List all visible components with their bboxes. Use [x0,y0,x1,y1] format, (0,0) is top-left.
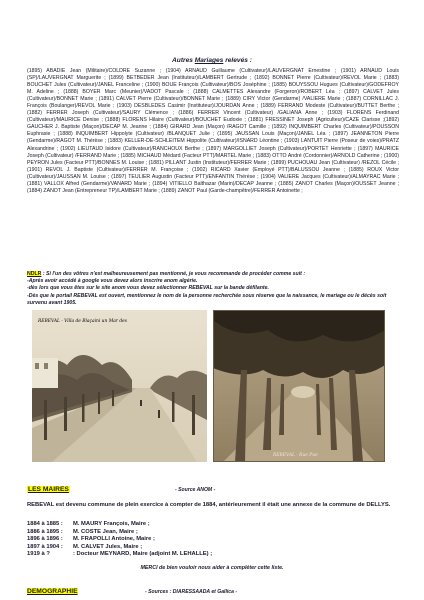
ndlr-step: -Après avoir accédé à google vous devez alors inscrire anom algérie. [27,278,198,285]
ndlr-step: -Dès que le portail REBEVAL est ouvert, mentionnez le nom de la personne recherchée sous réserve que la naissance, le mariage ou le décès soit survenu avant 1905. [27,292,387,306]
mayor-row: 1886 à 1895 : M. COSTE Jean, Maire ; [27,528,138,535]
mayor-row: 1884 à 1885 : M. MAURY François, Maire ; [27,521,150,527]
postcard-photo-avenue [32,310,207,462]
photo-caption: REBEVAL - Rue Pue [273,453,318,458]
photo-caption: REBEVAL - Villa de Blaçaini un Mar des [38,319,127,324]
rebeval-intro: REBEVAL est devenu commune de plein exercice à compter de 1884, antérieurement il était une annexe de la commune de DELLYS. [27,502,391,508]
demographie-heading: DEMOGRAPHIE [27,588,78,595]
ndlr-step: -dès lors que vous êtes sur le site anom vous devez sélectionner REBEVAL sur la bande défilante. [27,285,269,292]
mayor-row: 1919 à ? : Docteur MEYNARD, Maire (adjoint M. LEHALLE) ; [27,551,213,558]
ndlr-label: NDLR [27,271,42,277]
marriages-title: Autres Mariages relevés : [172,57,252,64]
demographie-source: - Sources : DIARESSAADA et Gallica - [145,589,238,595]
mayor-row: 1897 à 1904 : M. CALVET Jules, Maire ; [27,543,143,550]
mayor-row: 1896 à 1896 : M. FRAPOLLI Antoine, Maire ; [27,536,155,543]
ndlr-note [27,271,399,307]
thanks-line: MERCI de bien vouloir nous aider à compléter cette liste. [140,565,284,571]
marriages-list: (1895) ABADIE Jean (Militaire)/COLDRE Suzanne ; (1904) ARNAUD Guillaume (Cultivateur)/LAUVERGNAT Ernestine ; (1901) ARNAUD Louis (SP)/LAUVERGNAT Marguerite ; (1899) BETBEDER Jean (Instituteur)/LAMBERT Gertrude ; (1892) BONNET Pierre (Cultivateur)/REVOL Marie ; (1883) BOUCHET Jules (Cultivateur)/JANEL Franceline ; (1900) BOUE François (Cultivateur)/BOS Joséphine ; (1885) BOUYSSOU Hugues (Cultivateur)/GODEFROY M. Adeline ; (1888) BOYER Marc (Meunier)/VADOT Pascale ; (1888) CALMETTES Alexandre (Forgeron)/ROBERT Léa ; (1897) CALVET Jules (Cultivateur)/BONNET Marie ; (1891) CALVET Pierre (Cultivateur)/BONNET Marie ; (1889) CIRY Victor (Gendarme) /VALIERE Marie ; (1887) CORNILLAC J. François (Boulanger)/REVOL Marie ; (1903) DESBLEDES Casimir (Instituteur)/JOURDAN Anne ; (1889) FERRAND Modeste (Cultivateur)/BUTTET Berthe ; (1882) FERRER Joseph (Cultivateur)/SAURY Clémence ; (1886) FERRER Vincent (Cultivateur) /GALIANA Anne ; (1903) FLORENS Ferdinand (Cultivateur)/MAURICE Denise ; (1888) FLORENS Hilaire (Cultivateur)/BOUCHET Eudoxie ; (1881) FRESSINET Joseph (Agriculteur)/CAZE Clarisse ;(1892) GAUCHER J. Baptiste (Maçon)/DECAP M. Jeanne ; (1884) GIRARD Jean (Maçon) /RAGOT Camille ; (1892) INQUIMBERT Charles (Cultivateur)/POUSSON Euphrasie ; (1888) INQUIMBERT Hippolyte (Cultivateur) /BLANQUET Julie ; (1895) JAUSSAN Louis (Maçon)/JANEL Léa ; (1897) JEANNETON Pierre (Gendarme)/RAGOT M. Thérèse ; (1883) KELLER-DE-SCHLEITEM Hippolite (Cultivateur)/ISNARD Léontine ; (1903) LANTUIT Pierre (Poseur de voies)/PRATZ Alexandrine ; (1902) LIEUTAUD Isidore (Cultivateur)/RANCHOUX Berthe ; (1897) MARGOLLIET Joseph (Cultivateur)/PORTET Henriette ; (1897) MAURICE Joseph (Cultivateur) /FERRAND Marie ; (1885) MICHAUD Médard (Facteur PTT)/MARTEL Marie ; (1883) OTTO André (Cordonnier)/ARNOLD Catherine ; (1900) PEYRON Jules (Facteur PTT)/BONNES M. Louise ; (1881) PILLANT Justin (Instituteur)/FERRER Marie ; (1899) PUCHOUAU Jean (Cultivateur) /REZOL Cécile ; (1901) REVOL J. Baptiste (Cultivateur)/FERRER M. Françoise ; (1902) RICARD Xavier (Employé PTT)/BALUSSOU Jeanne ; (1885) ROUX Victor (Cultivateur)/JAUSSAN M. Louise ; (1897) TEULIER Augustin (Facteur PTT)/ENFANTIN Thérèse ; (1904) VALIERE Jacques (Cultivateur)/ALMAYRAC Marie ; (1881) VALLOX Alfred (Gendarme)/VANARD Marie ; (1894) VITIELLO Balthazar (Marin)/DECAP Jeanne ; (1885) ZANOT Charles (Maçon)/OUSSET Jeanne ; (1884) ZANOT Jean (Entrepreneur TP)/LAMBERT Marie ; (1889) ZANOT Paul (Garde-champêtre)/FERRER Antoinette ; [27,68,399,194]
maires-source: - Source ANOM - [175,487,216,493]
ndlr-intro: NDLR : Si l'un des vôtres n'est malheureusement pas mentionné, je vous recommande de procéder comme suit : [27,271,306,277]
postcard-photo-street [213,310,385,462]
mayors-list [27,521,399,559]
maires-heading: LES MAIRES [28,486,69,493]
